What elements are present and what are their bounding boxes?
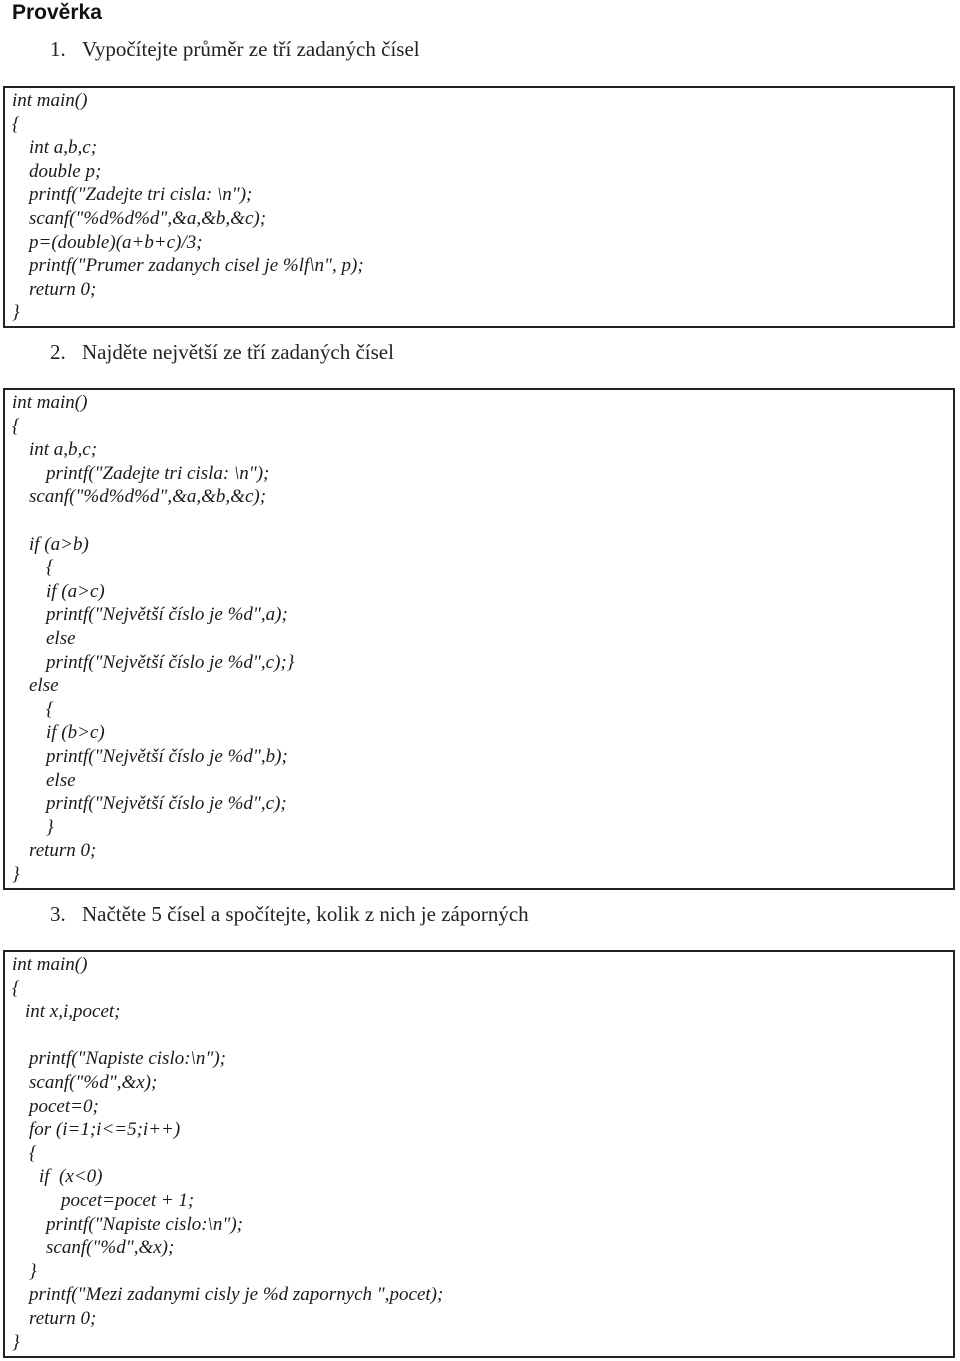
code-line: printf("Zadejte tri cisla: \n"); [46,462,270,484]
code-line: scanf("%d",&x); [46,1237,175,1259]
code-line: printf("Mezi zadanymi cisly je %d zapornych ",pocet); [29,1284,444,1306]
task-number: 2. [50,340,66,364]
code-line: } [12,302,20,324]
code-line: scanf("%d%d%d",&a,&b,&c); [29,208,267,229]
code-line: scanf("%d%d%d",&a,&b,&c); [29,486,267,508]
code-line: for (i=1;i<=5;i++) [29,1119,181,1141]
code-line: printf("Největší číslo je %d",a); [46,604,288,626]
code-line: int main() [12,90,88,111]
code-line: printf("Největší číslo je %d",b); [46,746,288,767]
code-line: int main() [12,392,88,413]
code-line: printf("Největší číslo je %d",c); [46,793,287,815]
task-heading [50,339,394,365]
task-heading [50,901,529,927]
code-line: { [46,557,54,579]
code-line: if (a>b) [29,533,89,555]
code-line: return 0; [29,840,97,862]
code-line: return 0; [29,1308,97,1329]
code-line: { [46,698,54,720]
code-line: { [12,415,20,437]
code-line: } [12,864,20,885]
task-heading-text: Najděte největší ze tří zadaných čísel [82,340,394,364]
code-line: int a,b,c; [29,137,98,159]
code-line: printf("Napiste cislo:\n"); [46,1213,243,1235]
code-line: { [12,113,20,135]
code-line: printf("Zadejte tri cisla: \n"); [29,184,253,206]
code-line: printf("Největší číslo je %d",c);} [46,651,295,673]
code-line: if (a>c) [46,580,105,602]
code-line: else [46,769,76,791]
code-line: p=(double)(a+b+c)/3; [29,231,203,253]
code-line: { [12,977,20,999]
code-line: pocet=0; [29,1095,99,1117]
code-line: double p; [29,160,102,182]
task-heading [50,36,420,62]
code-line: pocet=pocet + 1; [61,1190,195,1211]
task-number: 3. [50,902,66,926]
code-line: int main() [12,954,88,975]
code-line: else [29,675,59,697]
task-number: 1. [50,37,66,61]
code-line: else [46,628,76,649]
code-line: } [12,1331,20,1353]
code-line: printf("Napiste cislo:\n"); [29,1048,226,1070]
code-line: if (x<0) [39,1166,103,1188]
code-line: printf("Prumer zadanych cisel je %lf\n", p); [29,255,364,277]
code-line: int x,i,pocet; [25,1001,121,1023]
code-line: if (b>c) [46,722,105,744]
code-line: { [29,1142,37,1164]
task-heading-text: Načtěte 5 čísel a spočítejte, kolik z nich je záporných [82,902,529,926]
task-heading-text: Vypočítejte průměr ze tří zadaných čísel [82,37,420,61]
code-line: scanf("%d",&x); [29,1072,158,1093]
code-line: } [29,1260,37,1282]
code-line: } [46,816,54,838]
code-line: int a,b,c; [29,439,98,461]
code-line: return 0; [29,278,97,300]
page-title: Prověrka [12,1,102,24]
